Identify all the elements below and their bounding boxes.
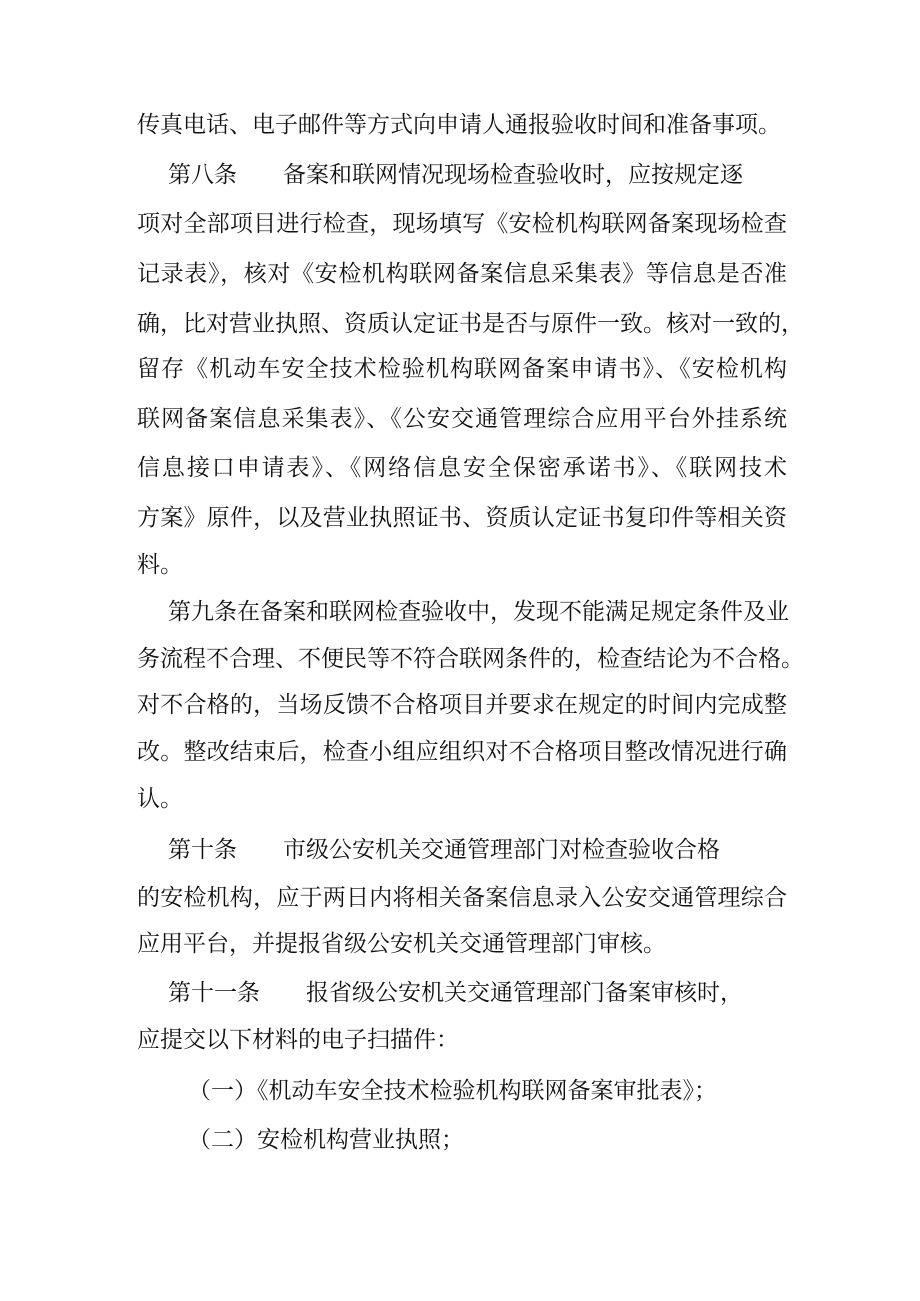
text-line: 留存《机动车安全技术检验机构联网备案申请书》、《安检机构 (137, 356, 787, 382)
text-line: 应用平台，并提报省级公安机关交通管理部门审核。 (137, 931, 666, 957)
text-line: 联网备案信息采集表》、《公安交通管理综合应用平台外挂系统 (137, 406, 787, 432)
text-line: 信息接口申请表》、《网络信息安全保密承诺书》、《联网技术 (137, 455, 787, 481)
list-item: （一）《机动车安全技术检验机构联网备案审批表》； (188, 1078, 717, 1104)
article-11-heading-line: 第十一条 报省级公安机关交通管理部门备案审核时， (168, 980, 743, 1006)
list-item: （二）安检机构营业执照； (188, 1127, 464, 1153)
text-line: 改。整改结束后，检查小组应组织对不合格项目整改情况进行确 (137, 739, 787, 765)
text-line: 应提交以下材料的电子扫描件： (137, 1027, 459, 1053)
text-line: 的安检机构，应于两日内将相关备案信息录入公安交通管理综合 (137, 885, 787, 911)
article-10-heading-line: 第十条 市级公安机关交通管理部门对检查验收合格 (168, 837, 720, 863)
text-line: 项对全部项目进行检查，现场填写《安检机构联网备案现场检查 (137, 211, 787, 237)
text-line: 对不合格的，当场反馈不合格项目并要求在规定的时间内完成整 (137, 692, 787, 718)
text-line: 方案》原件，以及营业执照证书、资质认定证书复印件等相关资 (137, 505, 787, 531)
text-line: 记录表》，核对《安检机构联网备案信息采集表》等信息是否准 (137, 261, 787, 287)
text-line: 确，比对营业执照、资质认定证书是否与原件一致。核对一致的， (137, 311, 804, 337)
text-line: 传真电话、电子邮件等方式向申请人通报验收时间和准备事项。 (137, 112, 781, 138)
article-9-line: 第九条在备案和联网检查验收中，发现不能满足规定条件及业 (168, 599, 789, 625)
text-line: 料。 (137, 552, 183, 578)
text-line: 认。 (137, 786, 183, 812)
article-8-heading-line: 第八条 备案和联网情况现场检查验收时，应按规定逐 (168, 162, 743, 188)
text-line: 务流程不合理、不便民等不符合联网条件的，检查结论为不合格。 (137, 646, 804, 672)
